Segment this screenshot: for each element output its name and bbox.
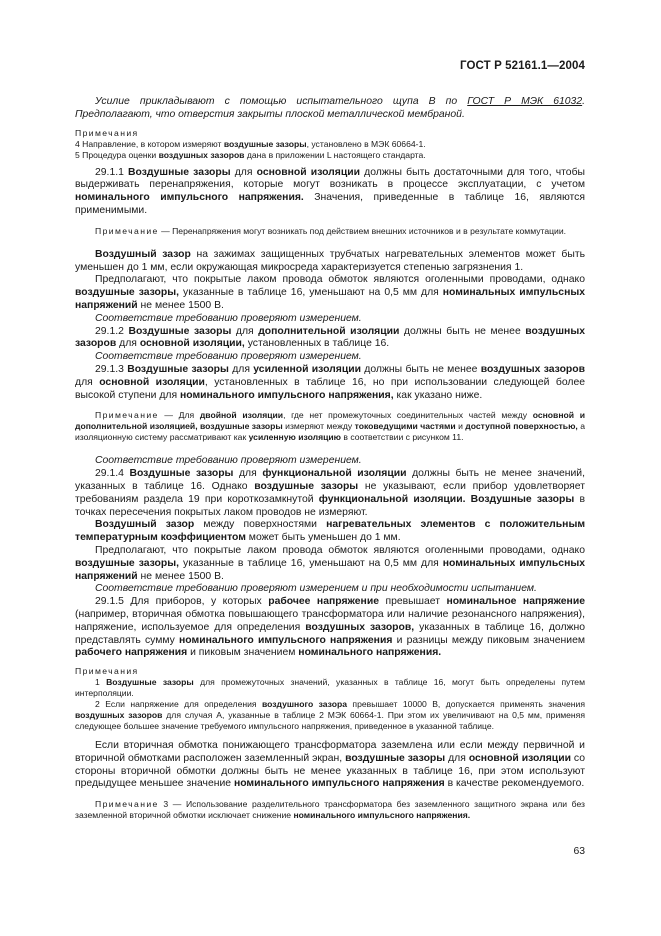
page-content xyxy=(75,96,585,821)
clause-29-1-3: 29.1.3 Воздушные зазоры для усиленной изоляции должны быть не менее воздушных зазоров для основной изоляции, установленных в таблице 16, но при использовании следующей более высокой ступени для номинального импульсного напряжения, как указано ниже. xyxy=(75,363,586,401)
notes-title: Примечания xyxy=(75,127,139,138)
compliance-4: Соответствие требованию проверяют измерением и при необходимости испытанием. xyxy=(95,583,537,595)
intro-paragraph: Усилие прикладывают с помощью испытательного щупа В по ГОСТ Р МЭК 61032. Предполагают, что отверстия закрыты плоской металлической мембраной. xyxy=(75,96,586,120)
paragraph-enamelled-wire-2: Предполагают, что покрытые лаком провода обмоток являются оголенными проводами, однако воздушные зазоры, указанные в таблице 16, уменьшают на 0,5 мм для номинальных импульсных напряжений не менее 1500 В. xyxy=(75,544,585,582)
paragraph-ptc-heaters: Воздушный зазор между поверхностями нагревательных элементов с положительным температурным коэффициентом может быть уменьшен до 1 мм. xyxy=(75,519,586,544)
note-double-insulation: Примечание — Для двойной изоляции, где нет промежуточных соединительных частей между основной и дополнительной изоляцией, воздушные зазоры измеряют между токоведущими частями и доступной поверхностью, а изоляционную систему рассматривают как усиленную изоляцию в соответствии с рисунком 11. xyxy=(75,410,586,443)
note-3-isolating-transformer: Примечание 3 — Использование разделительного трансформатора без заземленного защитного экрана или без заземленной вторичной обмотки исключает снижение номинального импульсного напряжения. xyxy=(75,799,585,821)
note-overvoltage: Примечание — Перенапряжения могут возникать под действием внешних источников и в результате коммутации. xyxy=(95,225,567,236)
clause-29-1-4: 29.1.4 Воздушные зазоры для функциональной изоляции должны быть не менее значений, указанных в таблице 16. Однако воздушные зазоры не указывают, если прибор удовлетворяет требованиям раздела 19 при короткозамкнутой функциональной изоляции. Воздушные зазоры в точках пересечения покрытых лаком проводов не измеряют. xyxy=(75,468,586,518)
note-4: 4 Направление, в котором измеряют воздушные зазоры, установлено в МЭК 60664-1. xyxy=(75,138,426,149)
standard-header: ГОСТ Р 52161.1—2004 xyxy=(460,60,585,72)
compliance-1: Соответствие требованию проверяют измерением. xyxy=(95,312,362,324)
paragraph-step-down-transformer: Если вторичная обмотка понижающего трансформатора заземлена или если между первичной и вторичной обмотками расположен заземленный экран, воздушные зазоры для основной изоляции со стороны вторичной обмотки должны быть не менее указанных в таблице 16, при этом используют предыдущее меньшее значение номинального импульсного напряжения в качестве рекомендуемого. xyxy=(75,740,586,790)
clause-29-1-2: 29.1.2 Воздушные зазоры для дополнительной изоляции должны быть не менее воздушных зазоров для основной изоляции, установленных в таблице 16. xyxy=(75,325,585,350)
note-2-high-voltage: 2 Если напряжение для определения воздушного зазора превышает 10000 В, допускается применять значения воздушных зазоров для случая А, указанные в таблице 2 МЭК 60664-1. При этом их увеличивают на 0,5 мм, применяя следующее большее значение требуемого импульсного напряжения, приведенное в указанной таблице. xyxy=(75,699,585,732)
page-number: 63 xyxy=(573,846,585,857)
compliance-3: Соответствие требованию проверяют измерением. xyxy=(95,455,362,467)
paragraph-tubular-heaters: Воздушный зазор на зажимах защищенных трубчатых нагревательных элементов может быть уменьшен до 1 мм, если окружающая микросреда характеризуется степенью загрязнения 1. xyxy=(75,248,585,273)
note-1-interpolation: 1 Воздушные зазоры для промежуточных значений, указанных в таблице 16, могут быть определены путем интерполяции. xyxy=(75,677,585,699)
notes-title-2: Примечания xyxy=(75,666,139,677)
standard-reference-link[interactable]: ГОСТ Р МЭК 61032 xyxy=(467,96,583,107)
clause-29-1-1: 29.1.1 Воздушные зазоры для основной изоляции должны быть достаточными для того, чтобы выдерживать перенапряжения, которые могут возникать в процессе эксплуатации, с учетом номинального импульсного напряжения. Значения, приведенные в таблице 16, являются применимыми. xyxy=(75,166,586,216)
note-5: 5 Процедура оценки воздушных зазоров дана в приложении L настоящего стандарта. xyxy=(75,149,426,160)
paragraph-enamelled-wire-1: Предполагают, что покрытые лаком провода обмоток являются оголенными проводами, однако воздушные зазоры, указанные в таблице 16, уменьшают на 0,5 мм для номинальных импульсных напряжений не менее 1500 В. xyxy=(75,274,585,311)
compliance-2: Соответствие требованию проверяют измерением. xyxy=(95,351,362,363)
clause-29-1-5: 29.1.5 Для приборов, у которых рабочее напряжение превышает номинальное напряжение (например, вторичная обмотка повышающего трансформатора или наличие резонансного напряжения), напряжение, используемое для определения воздушных зазоров, указанных в таблице 16, должно представлять сумму номинального импульсного напряжения и разницы между пиковым значением рабочего напряжения и пиковым значением номинального напряжения. xyxy=(75,596,586,659)
